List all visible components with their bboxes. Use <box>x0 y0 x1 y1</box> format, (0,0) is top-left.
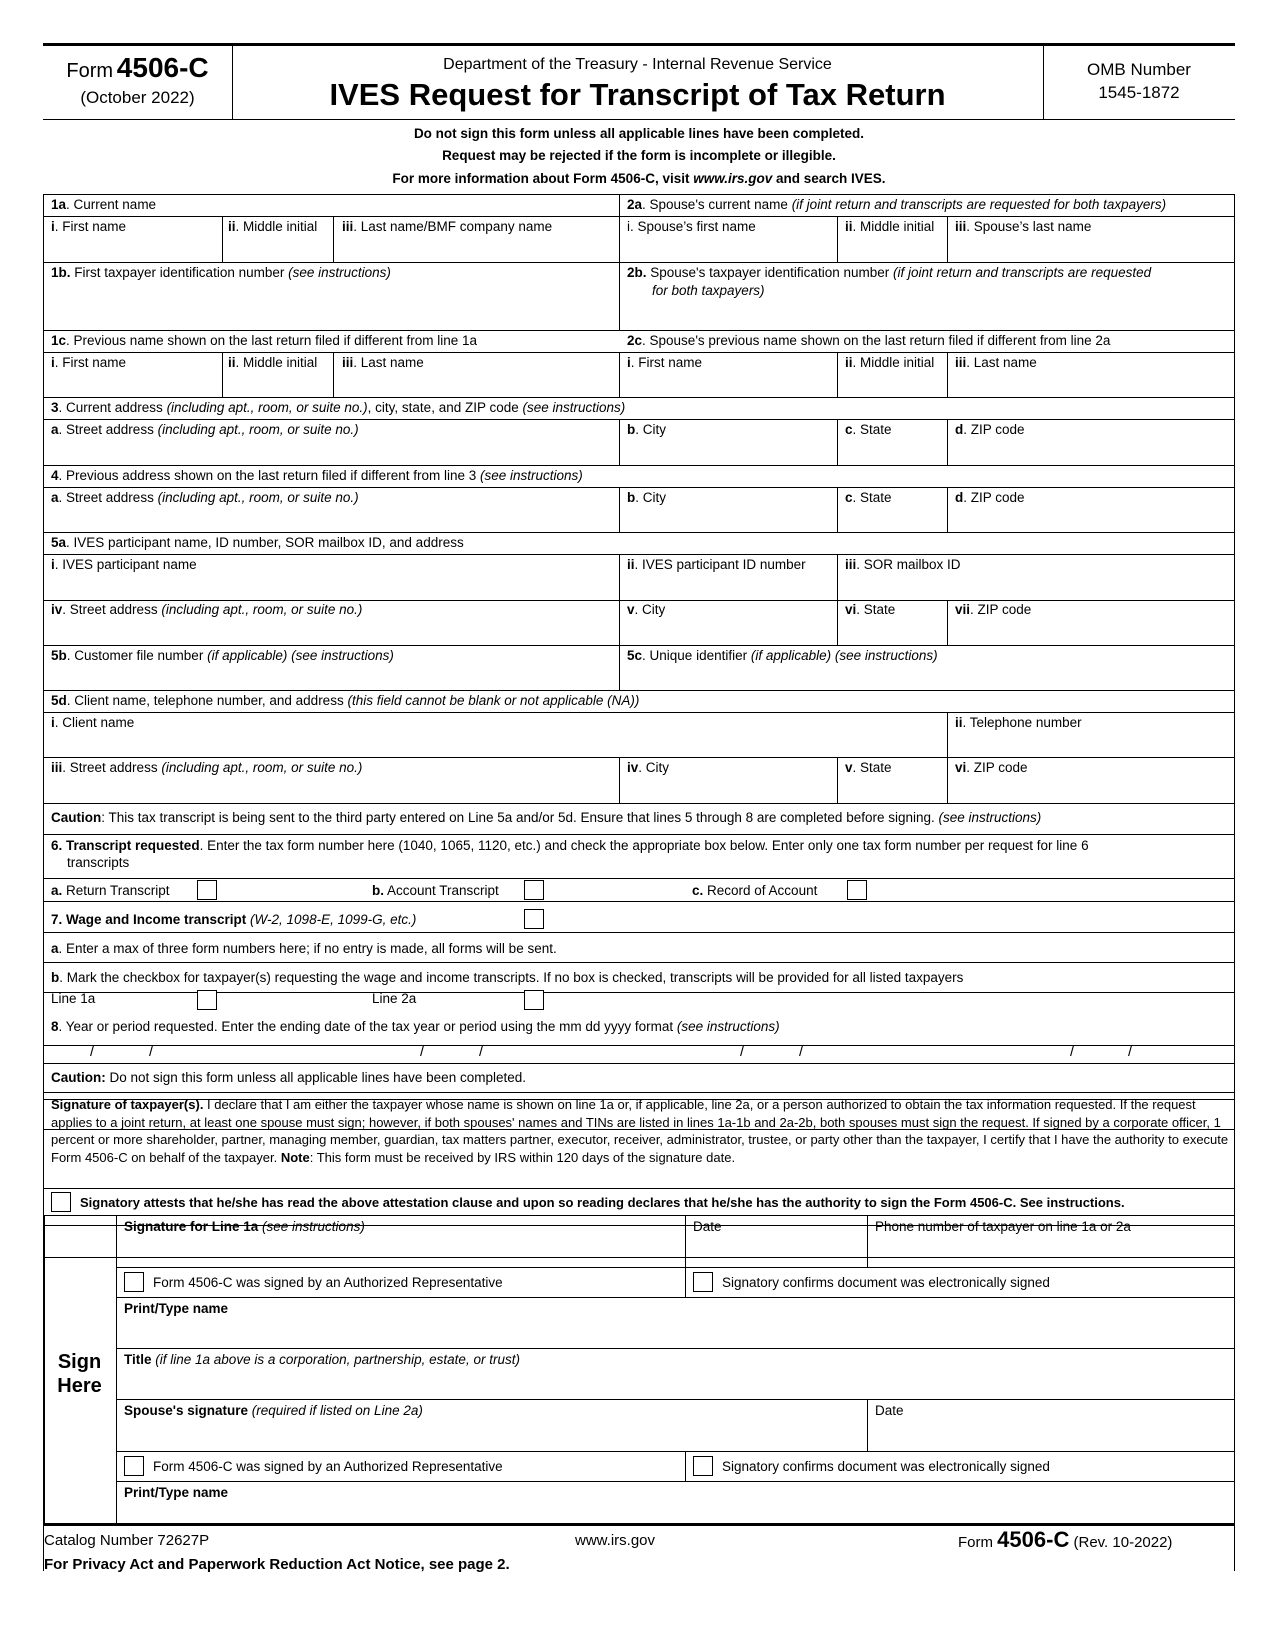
rule <box>43 532 1235 533</box>
line-6b-label: b. Account Transcript <box>372 883 499 898</box>
form-title: IVES Request for Transcript of Tax Return <box>329 77 946 112</box>
rule <box>222 216 223 262</box>
form-date: (October 2022) <box>80 88 195 107</box>
agency: Department of the Treasury - Internal Revenue Service <box>443 56 832 73</box>
line-1a-last-name[interactable]: iii. Last name/BMF company name <box>342 219 553 234</box>
rule <box>43 1045 1235 1046</box>
line-6c-label: c. Record of Account <box>692 883 818 898</box>
rule <box>685 1451 686 1481</box>
line-7-label: 7. Wage and Income transcript (W-2, 1098-E, 1099-G, etc.) <box>51 912 417 927</box>
rule <box>43 487 1235 488</box>
rule <box>619 757 620 803</box>
catalog-number: Catalog Number 72627P <box>44 1532 210 1549</box>
account-transcript-checkbox[interactable] <box>524 880 544 900</box>
rule <box>685 1267 686 1297</box>
line-5a-zip[interactable]: vii. ZIP code <box>955 602 1032 617</box>
header-bottom-rule <box>43 119 1235 120</box>
line-6-text: 6. Transcript requested. Enter the tax form number here (1040, 1065, 1120, etc.) and check the appropriate box below. Enter only one tax form number per request for line 6 <box>51 838 1089 853</box>
line-1c-first-name[interactable]: i. First name <box>51 355 127 370</box>
line-6a-label: a. Return Transcript <box>51 883 170 898</box>
line-5d-state[interactable]: v. State <box>845 760 892 775</box>
esigned-checkbox-1[interactable] <box>693 1272 713 1292</box>
line-1a-middle-initial[interactable]: ii. Middle initial <box>228 219 318 234</box>
rule <box>43 262 1235 263</box>
rule <box>116 1348 1235 1349</box>
form-number: 4506-C <box>116 52 209 83</box>
rule <box>222 352 223 397</box>
attestation-checkbox[interactable] <box>51 1192 71 1212</box>
rule <box>116 1481 1235 1482</box>
line-2a-wage-checkbox[interactable] <box>524 990 544 1010</box>
rule <box>837 487 838 532</box>
line-1a-header: 1a. Current name <box>51 197 157 212</box>
date-slash: / <box>149 1043 154 1060</box>
line-1a-first-name[interactable]: i. First name <box>51 219 127 234</box>
rule <box>116 1399 1235 1400</box>
line-5d-telephone[interactable]: ii. Telephone number <box>955 715 1082 730</box>
caution-third-party: Caution: This tax transcript is being sent to the third party entered on Line 5a and/or 5d. Ensure that lines 5 through 8 are completed before signing. (see instructions) <box>51 810 1042 825</box>
irs-link[interactable]: www.irs.gov <box>693 171 773 186</box>
rule <box>947 487 948 532</box>
rule <box>43 1092 1235 1093</box>
line-2b-tin[interactable]: 2b. Spouse's taxpayer identification number (if joint return and transcripts are requested <box>627 265 1152 280</box>
line-1a-wage-checkbox[interactable] <box>197 990 217 1010</box>
line-4a-street[interactable]: a. Street address (including apt., room, or suite no.) <box>51 490 359 505</box>
rule <box>43 712 1235 713</box>
rule <box>43 1215 45 1525</box>
line-7a[interactable]: a. Enter a max of three form numbers here; if no entry is made, all forms will be sent. <box>51 941 557 956</box>
rule <box>619 487 620 532</box>
rule <box>116 1215 117 1523</box>
print-name-2[interactable]: Print/Type name <box>124 1485 229 1500</box>
record-of-account-checkbox[interactable] <box>847 880 867 900</box>
rule <box>43 803 1235 804</box>
line-3-header: 3. Current address (including apt., room, or suite no.), city, state, and ZIP code (see instructions) <box>51 400 626 415</box>
line-2b-note: for both taxpayers) <box>652 283 765 298</box>
line-5d-city[interactable]: iv. City <box>627 760 670 775</box>
line-3b-city[interactable]: b. City <box>627 422 667 437</box>
rule <box>43 962 1235 963</box>
auth-rep-checkbox-1[interactable] <box>124 1272 144 1292</box>
auth-rep-checkbox-2[interactable] <box>124 1456 144 1476</box>
line-1c-middle-initial[interactable]: ii. Middle initial <box>228 355 318 370</box>
rule <box>43 1215 1235 1216</box>
rule <box>947 712 948 803</box>
line-4d-zip[interactable]: d. ZIP code <box>955 490 1025 505</box>
bottom-rule <box>43 1523 1235 1526</box>
rule <box>837 216 838 262</box>
esigned-label-1: Signatory confirms document was electronically signed <box>722 1275 1050 1290</box>
rule <box>116 1451 1235 1452</box>
notice-line-3 <box>43 171 1235 186</box>
rule <box>837 419 838 465</box>
line-3d-zip[interactable]: d. ZIP code <box>955 422 1025 437</box>
rule <box>619 554 620 690</box>
rule <box>837 352 838 397</box>
line-5d-header: 5d. Client name, telephone number, and address (this field cannot be blank or not applicable (NA)) <box>51 693 640 708</box>
notice-line-3-post: and search IVES. <box>772 171 886 186</box>
return-transcript-checkbox[interactable] <box>197 880 217 900</box>
rule <box>619 352 620 397</box>
form-id <box>43 52 232 84</box>
line-8-label: 8. Year or period requested. Enter the ending date of the tax year or period using the mm dd yyyy format (see instructions) <box>51 1019 780 1034</box>
footer-url[interactable]: www.irs.gov <box>575 1532 656 1549</box>
rule <box>43 932 1235 933</box>
rule <box>837 554 838 645</box>
date-slash: / <box>479 1043 484 1060</box>
esigned-checkbox-2[interactable] <box>693 1456 713 1476</box>
line-5d-street[interactable]: iii. Street address (including apt., room, or suite no.) <box>51 760 363 775</box>
line-1c-header: 1c. Previous name shown on the last return filed if different from line 1a <box>51 333 477 348</box>
form-word: Form <box>66 60 114 82</box>
signature-date-2[interactable]: Date <box>875 1403 904 1418</box>
rule <box>333 352 334 397</box>
line-5a-participant-name[interactable]: i. IVES participant name <box>51 557 197 572</box>
line-5c-unique-id[interactable]: 5c. Unique identifier (if applicable) (see instructions) <box>627 648 938 663</box>
line-5a-participant-id[interactable]: ii. IVES participant ID number <box>627 557 806 572</box>
omb-label: OMB Number <box>1087 60 1191 79</box>
line-3c-state[interactable]: c. State <box>845 422 892 437</box>
line-4-header: 4. Previous address shown on the last return filed if different from line 3 (see instructions) <box>51 468 583 483</box>
table-top <box>43 194 1235 195</box>
line-5a-sor-mailbox[interactable]: iii. SOR mailbox ID <box>845 557 961 572</box>
date-slash: / <box>799 1043 804 1060</box>
sign-here-line-2: Here <box>57 1375 102 1397</box>
line-2a-middle-initial[interactable]: ii. Middle initial <box>845 219 935 234</box>
rule <box>43 465 1235 466</box>
esigned-label-2: Signatory confirms document was electronically signed <box>722 1459 1050 1474</box>
rule <box>685 1215 686 1267</box>
rule <box>43 878 1235 879</box>
line-4c-state[interactable]: c. State <box>845 490 892 505</box>
rule <box>43 419 1235 420</box>
wage-income-checkbox[interactable] <box>524 909 544 929</box>
line-4b-city[interactable]: b. City <box>627 490 667 505</box>
print-name-1[interactable]: Print/Type name <box>124 1301 229 1316</box>
line-2c-header: 2c. Spouse's previous name shown on the last return filed if different from line 2a <box>627 333 1111 348</box>
taxpayer-phone[interactable]: Phone number of taxpayer on line 1a or 2a <box>875 1219 1131 1234</box>
rule <box>43 757 1235 758</box>
rule <box>43 645 1235 646</box>
table-right <box>1234 194 1235 1571</box>
line-6-text-cont: transcripts <box>67 855 130 870</box>
line-2c-last-name[interactable]: iii. Last name <box>955 355 1037 370</box>
date-slash: / <box>420 1043 425 1060</box>
date-slash: / <box>90 1043 95 1060</box>
date-slash: / <box>740 1043 745 1060</box>
line-7b: b. Mark the checkbox for taxpayer(s) requesting the wage and income transcripts. If no box is checked, transcripts will be provided for all listed taxpayers <box>51 970 964 985</box>
rule <box>43 330 1235 331</box>
line-5b-customer-file[interactable]: 5b. Customer file number (if applicable) (see instructions) <box>51 648 394 663</box>
line-2a-header: 2a. Spouse's current name (if joint return and transcripts are requested for both taxpayers) <box>627 197 1167 212</box>
date-slash: / <box>1070 1043 1075 1060</box>
sign-here-line-1: Sign <box>57 1351 102 1373</box>
rule <box>837 757 838 803</box>
notice-line-1: Do not sign this form unless all applicable lines have been completed. <box>413 126 865 141</box>
rule <box>43 1188 1235 1189</box>
rule <box>619 194 620 330</box>
line-2a-first-name[interactable]: i. Spouse’s first name <box>627 219 756 234</box>
line-5a-street[interactable]: iv. Street address (including apt., room, or suite no.) <box>51 602 363 617</box>
line-5a-state[interactable]: vi. State <box>845 602 896 617</box>
line-2c-first-name[interactable]: i. First name <box>627 355 703 370</box>
rule <box>333 216 334 262</box>
line-1c-last-name[interactable]: iii. Last name <box>342 355 424 370</box>
line-5d-zip[interactable]: vi. ZIP code <box>955 760 1028 775</box>
rule <box>43 992 1235 993</box>
line-1b-tin[interactable]: 1b. First taxpayer identification number (see instructions) <box>51 265 391 280</box>
rule <box>43 690 1235 691</box>
rule <box>947 216 948 262</box>
rule <box>947 600 948 645</box>
line-5a-city[interactable]: v. City <box>627 602 666 617</box>
signature-date-1[interactable]: Date <box>693 1219 722 1234</box>
rule <box>947 419 948 465</box>
notice-line-2: Request may be rejected if the form is incomplete or illegible. <box>442 148 836 163</box>
line-2c-middle-initial[interactable]: ii. Middle initial <box>845 355 935 370</box>
rule <box>43 834 1235 835</box>
line-5d-client-name[interactable]: i. Client name <box>51 715 135 730</box>
rule <box>867 1215 868 1267</box>
rule <box>43 1257 1235 1258</box>
sign-here <box>43 1350 116 1398</box>
signature-line-1a[interactable]: Signature for Line 1a (see instructions) <box>124 1219 365 1234</box>
notice-line-3-pre: For more information about Form 4506-C, visit <box>392 171 694 186</box>
rule <box>619 419 620 465</box>
rule <box>43 600 1235 601</box>
rule <box>43 554 1235 555</box>
attestation-text: Signatory attests that he/she has read the above attestation clause and upon so reading declares that he/she has the authority to sign the Form 4506-C. See instructions. <box>80 1195 1125 1210</box>
caution-signing: Caution: Do not sign this form unless all applicable lines have been completed. <box>51 1070 526 1085</box>
line-2a-last-name[interactable]: iii. Spouse’s last name <box>955 219 1092 234</box>
rule <box>43 1063 1235 1064</box>
line-7b-line1a-label: Line 1a <box>51 991 96 1006</box>
line-3a-street[interactable]: a. Street address (including apt., room, or suite no.) <box>51 422 359 437</box>
spouse-signature[interactable]: Spouse's signature (required if listed on Line 2a) <box>124 1403 423 1418</box>
signature-declaration: Signature of taxpayer(s). I declare that I am either the taxpayer whose name is shown on line 1a or, if applicable, line 2a, or a person authorized to obtain the tax information requested. If the request applies to a joint return, at least one spouse must sign; however, if both spouses' names and TINs are listed in lines 1a-1b and 2a-2b, both spouses must sign the request. If signed by a corporate officer, 1 percent or more shareholder, partner, managing member, guardian, tax matters partner, executor, receiver, administrator, trustee, or party other than the taxpayer, I certify that I have the authority to execute Form 4506-C on behalf of the taxpayer. Note: This form must be received by IRS within 120 days of the signature date. <box>51 1097 1229 1165</box>
signer-title[interactable]: Title (if line 1a above is a corporation, partnership, estate, or trust) <box>124 1352 520 1367</box>
line-5a-header: 5a. IVES participant name, ID number, SOR mailbox ID, and address <box>51 535 464 550</box>
rule <box>947 352 948 397</box>
omb-number: 1545-1872 <box>1098 83 1180 102</box>
line-7b-line2a-label: Line 2a <box>372 991 417 1006</box>
rule <box>116 1297 1235 1298</box>
date-slash: / <box>1128 1043 1133 1060</box>
top-rule <box>43 43 1235 46</box>
rule <box>43 901 1235 902</box>
privacy-notice: For Privacy Act and Paperwork Reduction Act Notice, see page 2. <box>44 1556 510 1573</box>
rule <box>867 1399 868 1451</box>
footer-form-id: Form 4506-C (Rev. 10-2022) <box>958 1527 1173 1552</box>
rule <box>116 1267 1235 1268</box>
auth-rep-label-1: Form 4506-C was signed by an Authorized Representative <box>153 1275 503 1290</box>
rule <box>43 397 1235 398</box>
auth-rep-label-2: Form 4506-C was signed by an Authorized Representative <box>153 1459 503 1474</box>
